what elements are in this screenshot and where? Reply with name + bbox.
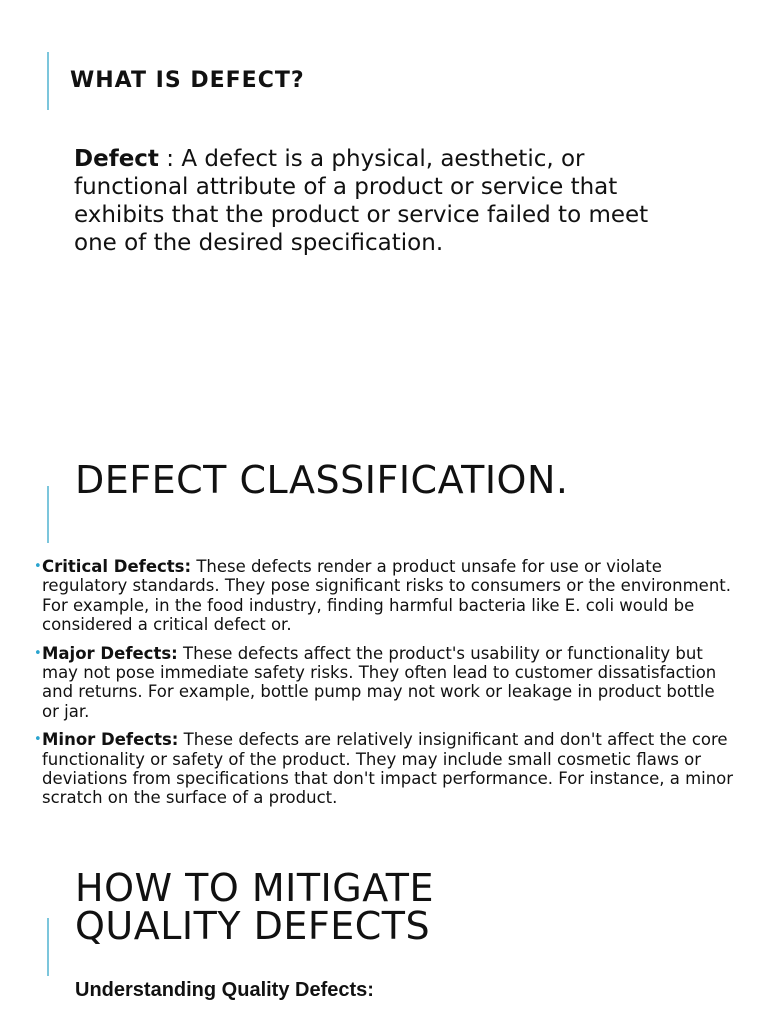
- item-text: These defects are relatively insignificant and don't affect the core functionality or safety of the product. They may include small cosmetic flaws or deviations from specifications that don't impact performance. For instance, a minor scratch on the surface of a product.: [42, 730, 734, 808]
- defect-classification-list: [34, 557, 734, 817]
- section-title-defect-classification: DEFECT CLASSIFICATION.: [75, 458, 569, 502]
- accent-bar-what: [47, 52, 49, 110]
- bullet-icon: •: [34, 645, 42, 661]
- item-label: Critical Defects:: [42, 557, 192, 576]
- section-title-what-is-defect: WHAT IS DEFECT?: [70, 68, 305, 93]
- defect-definition: [74, 145, 694, 257]
- section-title-how-to-mitigate: [75, 866, 434, 948]
- bullet-icon: •: [34, 732, 42, 748]
- definition-term: Defect: [74, 146, 159, 172]
- item-label: Minor Defects:: [42, 730, 179, 750]
- title-line-1: HOW TO MITIGATE: [75, 866, 434, 910]
- definition-separator: :: [158, 146, 182, 172]
- item-label: Major Defects:: [42, 643, 178, 663]
- title-line-2: QUALITY DEFECTS: [75, 904, 431, 948]
- bullet-icon: •: [34, 559, 42, 574]
- item-text: These defects affect the product's usability or functionality but may not pose immediate safety risks. They often lead to customer dissatisfaction and returns. For example, bottle pump may not work or leakage in product bottle or jar.: [42, 643, 717, 721]
- accent-bar-mitigate: [47, 918, 49, 976]
- list-item-major-defects: [34, 644, 734, 722]
- accent-bar-classification: [47, 486, 49, 543]
- list-item-critical-defects: [34, 557, 734, 635]
- definition-text: A defect is a physical, aesthetic, or functional attribute of a product or service that exhibits that the product or service failed to meet one of the desired specification.: [74, 146, 649, 256]
- item-text: These defects render a product unsafe for use or violate regulatory standards. They pose significant risks to consumers or the environment. For example, in the food industry, finding harmful bacteria like E. coli would be considered a critical defect or.: [42, 557, 732, 635]
- list-item-minor-defects: [34, 730, 734, 808]
- subheading-understanding-quality-defects: Understanding Quality Defects:: [75, 979, 374, 1001]
